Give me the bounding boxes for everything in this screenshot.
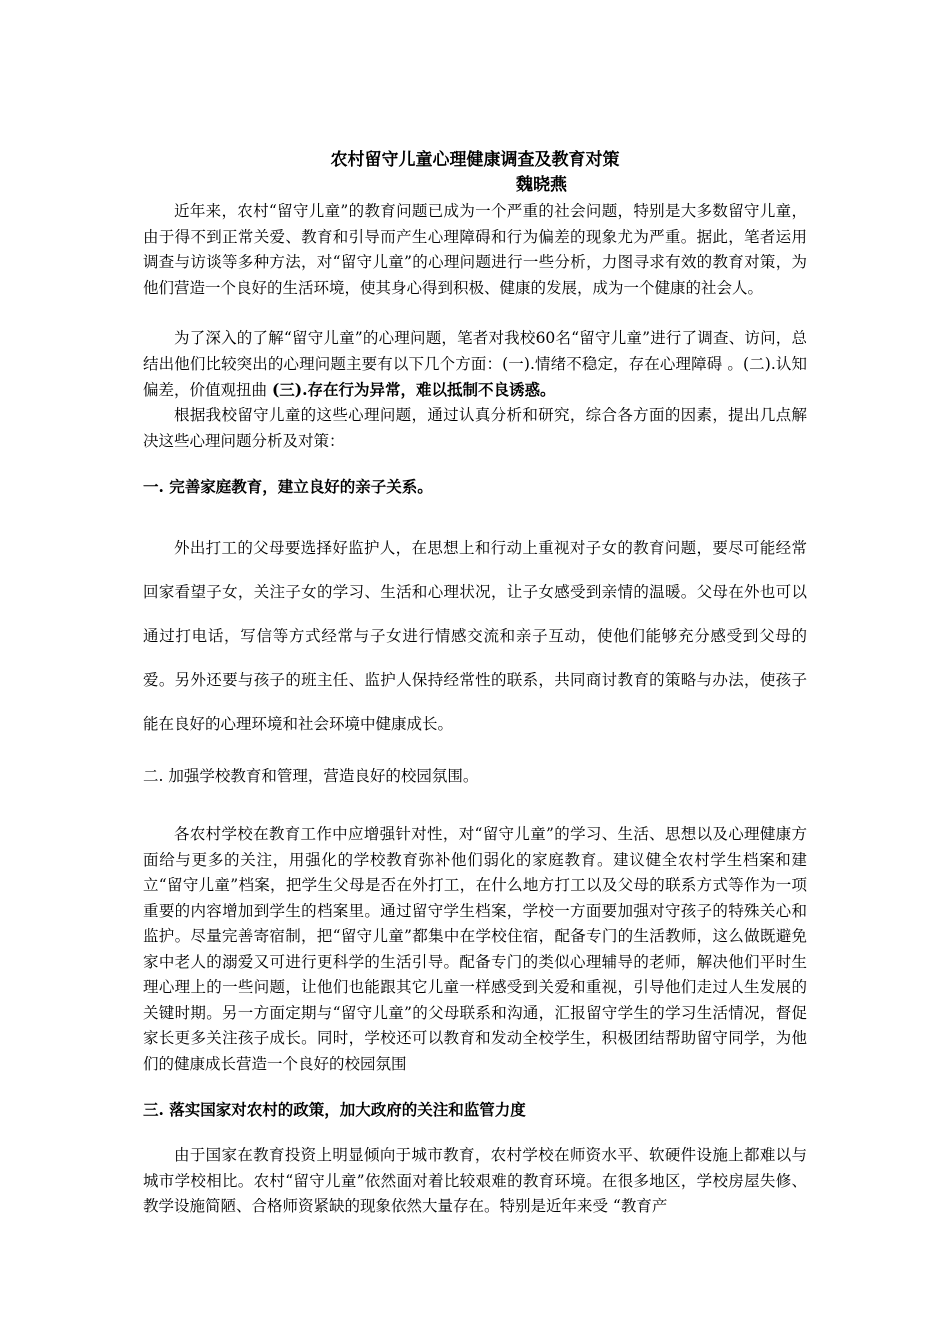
section-body-family: 外出打工的父母要选择好监护人，在思想上和行动上重视对子女的教育问题，要尽可能经常回家看望子女，关注子女的学习、生活和心理状况，让子女感受到亲情的温暖。父母在外也可以通过打电话，写信等方式经常与子女进行情感交流和亲子互动，使他们能够充分感受到父母的爱。另外还要与孩子的班主任、监护人保持经常性的联系，共同商讨教育的策略与办法，使孩子能在良好的心理环境和社会环境中健康成长。: [143, 539, 807, 733]
survey-bold-point: (三).存在行为异常，难以抵制不良诱惑。: [271, 380, 556, 399]
approach-paragraph: 根据我校留守儿童的这些心理问题，通过认真分析和研究，综合各方面的因素，提出几点解决这些心理问题分析及对策：: [143, 406, 807, 450]
document-title: 农村留守儿童心理健康调查及教育对策: [330, 150, 620, 170]
section-heading-policy: 三. 落实国家对农村的政策，加大政府的关注和监管力度: [143, 1100, 526, 1119]
document-author: 魏晓燕: [516, 175, 567, 195]
survey-text: 为了深入的了解“留守儿童”的心理问题，笔者对我校60名“留守儿童”进行了调查、访问，总结出他们比较突出的心理问题主要有以下几个方面：(一).情绪不稳定，存在心理障碍 。(二).认知偏差，价值观扭曲: [143, 329, 807, 399]
section-body-policy: 由于国家在教育投资上明显倾向于城市教育，农村学校在师资水平、软硬件设施上都难以与城市学校相比。农村“留守儿童”依然面对着比较艰难的教育环境。在很多地区，学校房屋失修、教学设施简陋、合格师资紧缺的现象依然大量存在。特别是近年来受 “教育产: [143, 1146, 807, 1215]
section-heading-family: 一. 完善家庭教育，建立良好的亲子关系。: [143, 477, 433, 496]
intro-paragraph: 近年来，农村“留守儿童”的教育问题已成为一个严重的社会问题，特别是大多数留守儿童，由于得不到正常关爱、教育和引导而产生心理障碍和行为偏差的现象尤为严重。据此，笔者运用调查与访谈等多种方法，对“留守儿童”的心理问题进行一些分析，力图寻求有效的教育对策，为他们营造一个良好的生活环境，使其身心得到积极、健康的发展，成为一个健康的社会人。: [143, 202, 807, 297]
section-heading-school: 二. 加强学校教育和管理，营造良好的校园氛围。: [143, 767, 479, 785]
section-body-school: 各农村学校在教育工作中应增强针对性，对“留守儿童”的学习、生活、思想以及心理健康方面给与更多的关注，用强化的学校教育弥补他们弱化的家庭教育。建议健全农村学生档案和建立“留守儿童”档案，把学生父母是否在外打工，在什么地方打工以及父母的联系方式等作为一项重要的内容增加到学生的档案里。通过留守学生档案，学校一方面要加强对守孩子的特殊关心和监护。尽量完善寄宿制，把“留守儿童”都集中在学校住宿，配备专门的生活教师，这么做既避免家中老人的溺爱又可进行更科学的生活引导。配备专门的类似心理辅导的老师，解决他们平时生理心理上的一些问题，让他们也能跟其它儿童一样感受到关爱和重视，引导他们走过人生发展的关键时期。另一方面定期与“留守儿童”的父母联系和沟通，汇报留守学生的学习生活情况，督促家长更多关注孩子成长。同时，学校还可以教育和发动全校学生，积极团结帮助留守同学，为他们的健康成长营造一个良好的校园氛围: [143, 825, 807, 1073]
survey-paragraph: [143, 326, 807, 404]
